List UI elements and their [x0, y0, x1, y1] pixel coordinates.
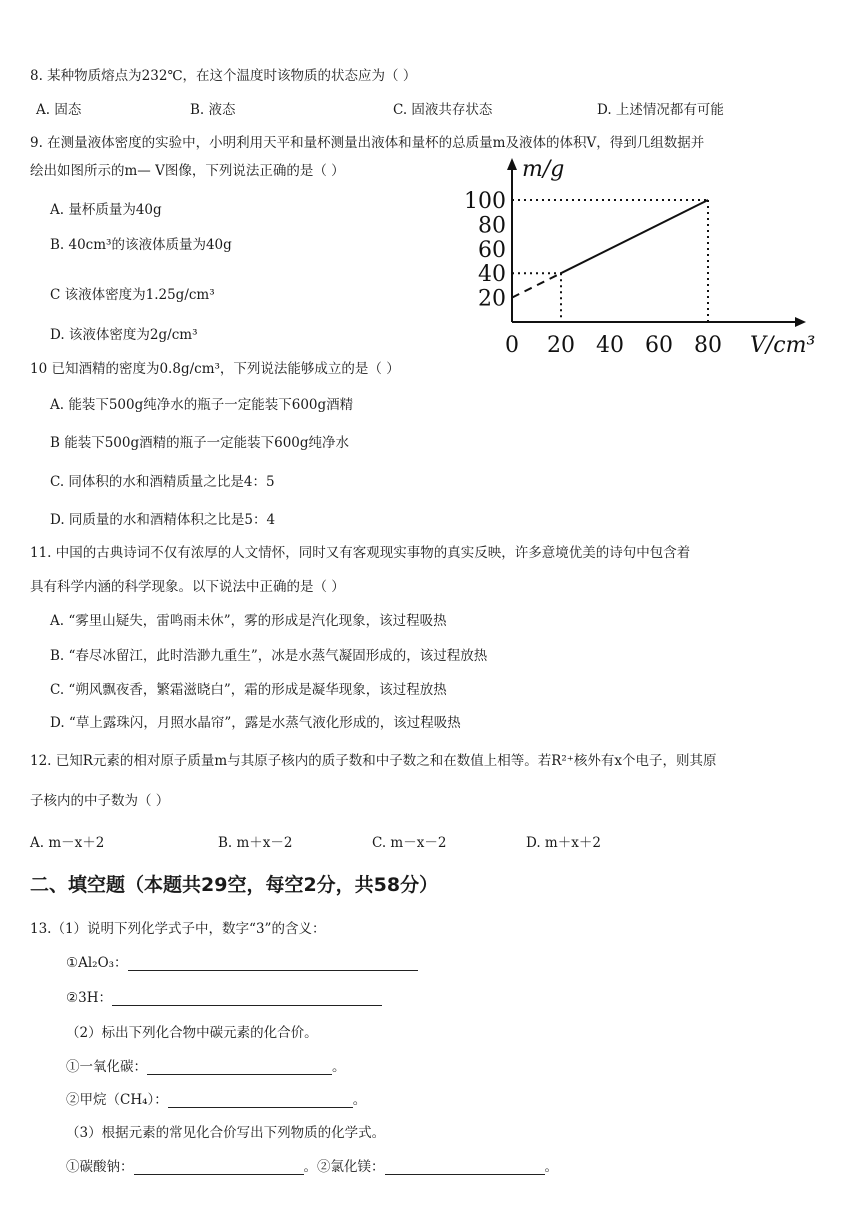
chart-tick-labels [464, 189, 722, 358]
answer-blank-5[interactable] [134, 1160, 304, 1175]
q11-stem-line2: 具有科学内涵的科学现象。以下说法中正确的是（ ） [30, 579, 345, 595]
q11-option-d: D. “草上露珠闪，月照水晶帘”，露是水蒸气液化形成的，该过程吸热 [50, 715, 461, 731]
q10-option-d: D. 同质量的水和酒精体积之比是5：4 [50, 512, 276, 528]
x-axis-label: V/cm³ [750, 333, 816, 358]
q8-option-a: A. 固态 [36, 102, 82, 118]
q10-option-c: C. 同体积的水和酒精质量之比是4：5 [50, 474, 275, 490]
x-tick-label: 0 [505, 333, 519, 358]
x-axis-arrow [795, 317, 806, 327]
q10-stem: 10 已知酒精的密度为0.8g/cm³，下列说法能够成立的是（ ） [30, 361, 400, 377]
answer-blank-4[interactable] [168, 1093, 353, 1108]
q13-line-3 [66, 1055, 346, 1075]
q8-option-c: C. 固液共存状态 [393, 102, 493, 118]
x-tick-label: 60 [645, 333, 673, 358]
q12-stem-line2: 子核内的中子数为（ ） [30, 793, 170, 809]
q9-stem-line2: 绘出如图所示的m— V图像，下列说法正确的是（ ） [30, 163, 345, 179]
period: 。 [352, 1092, 367, 1108]
q13-label-mgcl2: ②氯化镁： [317, 1159, 385, 1175]
q13-line-4 [66, 1088, 366, 1108]
section-heading: 二、填空题（本题共29空，每空2分，共58分） [30, 874, 439, 896]
x-tick-label: 40 [596, 333, 624, 358]
y-tick-label: 20 [478, 286, 506, 312]
q8-stem: 8. 某种物质熔点为232℃，在这个温度时该物质的状态应为（ ） [30, 68, 417, 84]
period: 。 [544, 1159, 558, 1175]
y-axis-label: m/g [522, 157, 565, 182]
q13-label-na2co3: ①碳酸钠： [66, 1159, 134, 1175]
q13-line-2 [66, 986, 382, 1006]
answer-blank-1[interactable] [128, 956, 418, 971]
q13-label-ch4: ②甲烷（CH₄）： [66, 1092, 168, 1108]
q13-line-1 [66, 951, 418, 971]
y-tick-label: 80 [478, 213, 506, 239]
q8-option-d: D. 上述情况都有可能 [597, 102, 724, 118]
q13-label-co: ①一氧化碳： [66, 1059, 147, 1075]
q12-option-b: B. m＋x－2 [218, 835, 293, 851]
x-tick-label: 20 [547, 333, 575, 358]
answer-blank-6[interactable] [385, 1160, 545, 1175]
q11-option-a: A. “雾里山疑失，雷鸣雨未休”，雾的形成是汽化现象，该过程吸热 [50, 613, 447, 629]
q8-option-b: B. 液态 [190, 102, 236, 118]
q12-option-c: C. m－x－2 [372, 835, 447, 851]
q13-part2-stem: （2）标出下列化合物中碳元素的化合价。 [66, 1025, 318, 1041]
q9-option-c: C 该液体密度为1.25g/cm³ [50, 287, 215, 303]
q9-option-b: B. 40cm³的该液体质量为40g [50, 237, 232, 253]
data-line [561, 200, 708, 273]
extrapolated-line [512, 273, 561, 297]
y-tick-label: 40 [478, 262, 506, 288]
chart-axes [507, 158, 806, 327]
q9-option-d: D. 该液体密度为2g/cm³ [50, 327, 198, 343]
x-tick-label: 80 [694, 333, 722, 358]
q13-label-3h: ②3H： [66, 990, 112, 1006]
q11-option-b: B. “春尽冰留江，此时浩渺九重生”，冰是水蒸气凝固形成的，该过程放热 [50, 648, 488, 664]
q11-option-c: C. “朔风飘夜香，繁霜滋晓白”，霜的形成是凝华现象，该过程放热 [50, 682, 447, 698]
q9-option-a: A. 量杯质量为40g [50, 202, 162, 218]
q13-line-5 [66, 1155, 558, 1175]
y-tick-label: 100 [464, 189, 506, 214]
q9-stem-line1: 9. 在测量液体密度的实验中，小明利用天平和量杯测量出液体和量杯的总质量m及液体的体积V，得到几组数据并 [30, 135, 705, 151]
q13-part3-stem: （3）根据元素的常见化合价写出下列物质的化学式。 [66, 1125, 386, 1141]
period: 。 [303, 1159, 317, 1175]
chart-series [512, 200, 708, 298]
chart-guides [512, 200, 708, 322]
q12-option-d: D. m＋x＋2 [526, 835, 601, 851]
answer-blank-2[interactable] [112, 991, 382, 1006]
q12-option-a: A. m－x＋2 [30, 835, 105, 851]
q13-label-al2o3: ①Al₂O₃： [66, 955, 128, 971]
period: 。 [332, 1059, 346, 1075]
q13-stem: 13.（1）说明下列化学式子中，数字“3”的含义： [30, 921, 326, 937]
m-v-graph [450, 150, 830, 360]
q11-stem-line1: 11. 中国的古典诗词不仅有浓厚的人文情怀，同时又有客观现实事物的真实反映，许多意境优美的诗句中包含着 [30, 545, 691, 561]
y-axis-arrow [507, 158, 517, 170]
y-tick-label: 60 [478, 237, 506, 263]
q12-stem-line1: 12. 已知R元素的相对原子质量m与其原子核内的质子数和中子数之和在数值上相等。若R²⁺核外有x个电子，则其原 [30, 753, 717, 769]
q10-option-a: A. 能装下500g纯净水的瓶子一定能装下600g酒精 [50, 397, 354, 413]
q10-option-b: B 能装下500g酒精的瓶子一定能装下600g纯净水 [50, 435, 350, 451]
answer-blank-3[interactable] [147, 1060, 332, 1075]
